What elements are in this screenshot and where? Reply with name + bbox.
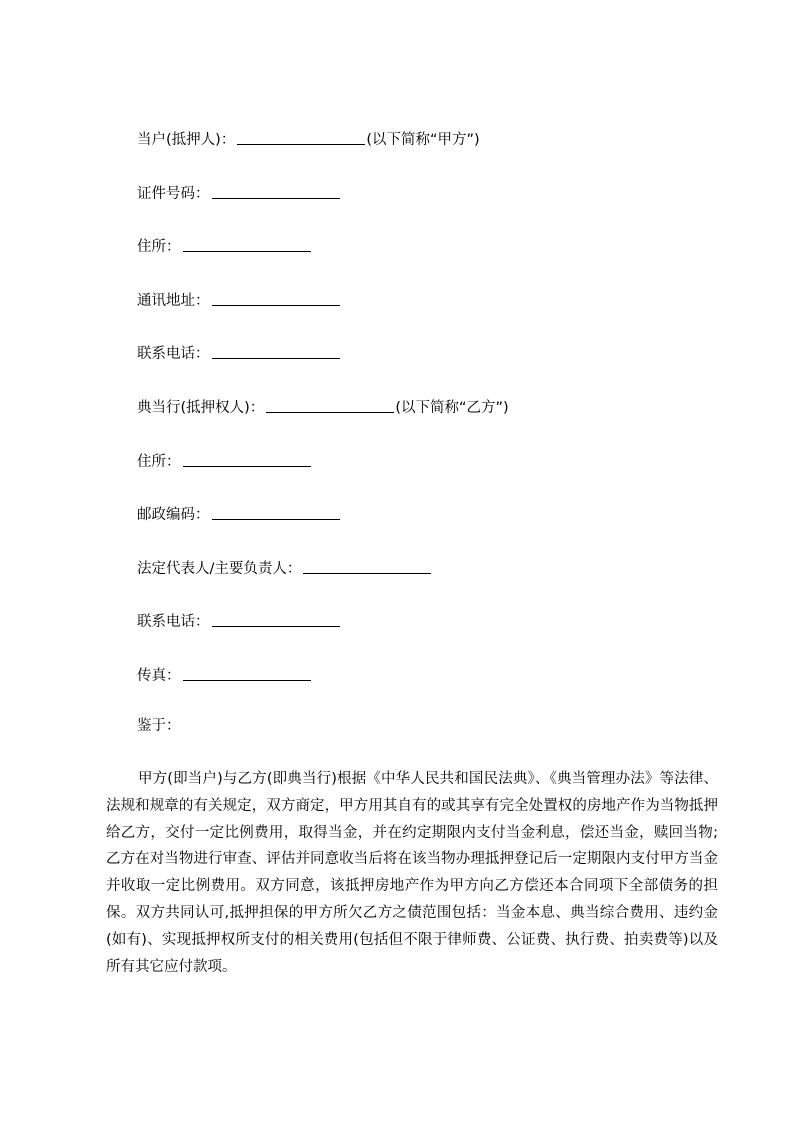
legal-rep-line <box>137 559 432 579</box>
pawner-label: 当户(抵押人)： <box>137 132 236 148</box>
pawnshop-phone-line <box>137 612 341 632</box>
pawnshop-suffix: (以下简称“乙方”) <box>395 400 509 416</box>
pawner-phone-line <box>137 344 341 364</box>
pawnshop-label: 典当行(抵押权人)： <box>137 400 265 416</box>
id-number-blank[interactable] <box>212 197 340 199</box>
recital-heading: 鉴于： <box>137 718 181 734</box>
postal-code-blank[interactable] <box>212 518 340 520</box>
pawnshop-line <box>137 398 509 418</box>
fax-blank[interactable] <box>183 679 311 681</box>
pawner-line <box>137 130 480 150</box>
pawner-address-blank[interactable] <box>183 250 311 252</box>
postal-code-label: 邮政编码： <box>137 507 210 523</box>
mailing-address-line <box>137 291 341 311</box>
pawnshop-phone-blank[interactable] <box>212 625 340 627</box>
recital-paragraph: 甲方(即当户)与乙方(即典当行)根据《中华人民共和国民法典》、《典当管理办法》等法律、法规和规章的有关规定，双方商定，甲方用其自有的或其享有完全处置权的房地产作为当物抵押给乙方，交付一定比例费用，取得当金，并在约定期限内支付当金利息，偿还当金，赎回当物;乙方在对当物进行审查、评估并同意收当后将在该当物办理抵押登记后一定期限内支付甲方当金并收取一定比例费用。双方同意，该抵押房地产作为甲方向乙方偿还本合同项下全部债务的担保。双方共同认可,抵押担保的甲方所欠乙方之债范围包括：当金本息、典当综合费用、违约金(如有)、实现抵押权所支付的相关费用(包括但不限于律师费、公证费、执行费、拍卖费等)以及所有其它应付款项。 <box>106 771 718 975</box>
pawner-phone-label: 联系电话： <box>137 346 210 362</box>
pawnshop-address-blank[interactable] <box>183 465 311 467</box>
pawner-phone-blank[interactable] <box>212 357 340 359</box>
pawner-address-label: 住所： <box>137 239 181 255</box>
pawnshop-address-line <box>137 452 312 472</box>
mailing-address-label: 通讯地址： <box>137 293 210 309</box>
legal-rep-label: 法定代表人/主要负责人： <box>137 561 302 577</box>
pawnshop-phone-label: 联系电话： <box>137 614 210 630</box>
pawner-suffix: (以下简称“甲方”) <box>366 132 480 148</box>
fax-line <box>137 666 312 686</box>
pawner-blank[interactable] <box>237 143 365 145</box>
legal-rep-blank[interactable] <box>303 572 431 574</box>
pawnshop-blank[interactable] <box>266 411 394 413</box>
id-number-line <box>137 184 341 204</box>
fax-label: 传真： <box>137 668 181 684</box>
postal-code-line <box>137 505 341 525</box>
mailing-address-blank[interactable] <box>212 304 340 306</box>
pawnshop-address-label: 住所： <box>137 454 181 470</box>
pawner-address-line <box>137 237 312 257</box>
id-number-label: 证件号码： <box>137 186 210 202</box>
